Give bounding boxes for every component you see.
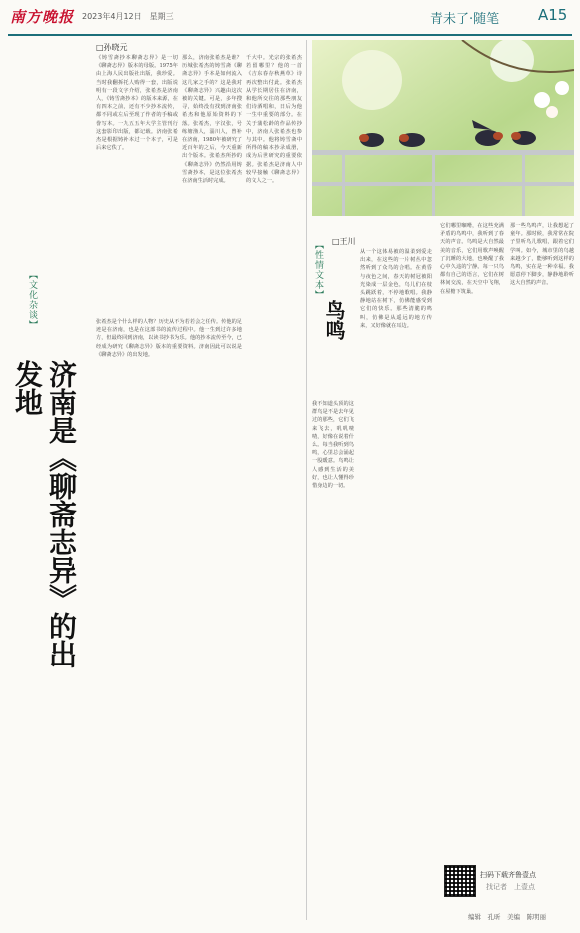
article2-column-1: 从一个这体易被的温柔到爱走出来，在这些的一片树丛中忽然听到了众鸟的合唱。在黄昏与夜色之间，春天的树冠被阳光染成一层金色，鸟儿们在枝头跳跃着，不停地歌唱。我静静地站在树下，仿佛能感受到它们的快乐。那些清脆的鸣叫，仿佛是从遥远的地方传来，又好像就在耳边。 bbox=[360, 249, 432, 329]
article1-tag: 【文化杂谈】 bbox=[27, 270, 37, 330]
qr-subcaption: 找记者 上壹点 bbox=[486, 883, 535, 891]
article1-byline: □孙晓元 bbox=[96, 43, 128, 52]
newspaper-logo: 南方晚报 bbox=[10, 8, 75, 26]
column-divider bbox=[306, 40, 307, 920]
page-header bbox=[0, 0, 580, 34]
editor-credit: 编辑 孔昕 美编 陈明丽 bbox=[468, 913, 546, 921]
article2-byline: □王川 bbox=[332, 237, 356, 246]
swallows-photo bbox=[312, 40, 574, 216]
swallows-illustration bbox=[312, 40, 574, 216]
qr-caption: 扫码下载齐鲁壹点 bbox=[480, 871, 536, 879]
qr-code[interactable] bbox=[444, 865, 476, 897]
header-rule bbox=[8, 34, 572, 36]
article2-tag: 【性情文本】 bbox=[313, 240, 323, 300]
article1-column-4: 张希杰是个什么样的人物？历史从不为若若会之任传。传他的足迹是在济南，也是在这部书的流传过程中。他一生到过许多地方，但最终回到济南，以读书抄书为乐。他的抄本流传至今，已经成为研究《聊斋志异》版本的重要资料。济南因此可以说是《聊斋志异》的出发地。 bbox=[96, 319, 242, 358]
article1-column-3: 千大中。光宗的张希杰若留哪里？他的一首《吉东春存秋燕草》诗再次整出付此。张希杰从学长期居住在济南，和他所交往的那些朋友们诗酒唱和，日后为他一生中重要的部分。在关于蒲松龄的作品传抄中，济南人张希杰也参与其中。他将铸雪斋中所得的稿本抄录成册，成为后世研究的重要依据。张希杰是济南人中较早接触《聊斋志异》的文人之一。 bbox=[246, 55, 302, 185]
page-number: A15 bbox=[538, 6, 568, 24]
article2-column-3: 那一些鸟鸣声，让我想起了童年。那时候，我常常在院子里听鸟儿歌唱，跟着它们学叫。如今，城市里的鸟越来越少了，能够听到这样的鸟鸣，实在是一种幸福。我愿意停下脚步，静静地聆听这大自然的声音。 bbox=[510, 223, 574, 287]
article1-title: 济南是《聊斋志异》的出发地 bbox=[11, 360, 78, 668]
article1-column-1: 《铸雪斋抄本聊斋志异》是一切《聊斋志异》版本的母版。1975年由上海人民出版社出版，我珍爱。当时我翻拆托人购得一套，出版说明有一段文字介绍，张希杰是济南人，《铸雪斋抄本》的版本来源，在有四本之前，还有不少抄本流传，都不同或左后至现了作者的手稿或誊写本。一九五五年大学主管刊行这套影印出版，都记载。济南张希杰是根据铸补本过一个本子，可是后来它佚了。 bbox=[96, 55, 178, 152]
article2-column-4: 我不知道头顶的这群鸟是不是去年见过的那些，它们飞来飞去，叽叽喳喳，好像在说着什么。每当我听到鸟鸣，心里总会涌起一股暖意。鸟鸣让人感到生活的美好，也让人懂得珍惜身边的一切。 bbox=[312, 401, 354, 490]
article1-column-2: 那么，济南张希杰是谁？历城张希杰的铸雪斋《聊斋志异》手本是如何流入这几家之手的？这是我对《聊斋志异》兴趣由这次被的关键。可是，多年搜寻，始终没有找到济南张希杰和他原始资料的下落。张希杰，字汉张，号练塘渔人，淄川人，曾补在济南，1980年被研究了近百年的之后，今天重新出个版本。张希杰所抄的《聊斋志异》仍然沿用铸雪斋抄本，是这位张希杰在济南生活时完成。 bbox=[182, 55, 242, 185]
section-name: 青未了·随笔 bbox=[430, 12, 500, 27]
article2-title: 鸟鸣 bbox=[322, 300, 346, 340]
article2-column-2: 它们哪里嗰嗗，在这些充满矛盾的鸟鸣中，我听到了春天的声音。鸟鸣是大自然最美的音乐，它们用歌声唤醒了沉睡的大地，也唤醒了我心中久违的宁静。每一只鸟都有自己的语言，它们在树林间交流，在天空中飞翔，在屋檐下筑巢。 bbox=[440, 223, 504, 295]
issue-date: 2023年4月12日 星期三 bbox=[82, 12, 174, 21]
